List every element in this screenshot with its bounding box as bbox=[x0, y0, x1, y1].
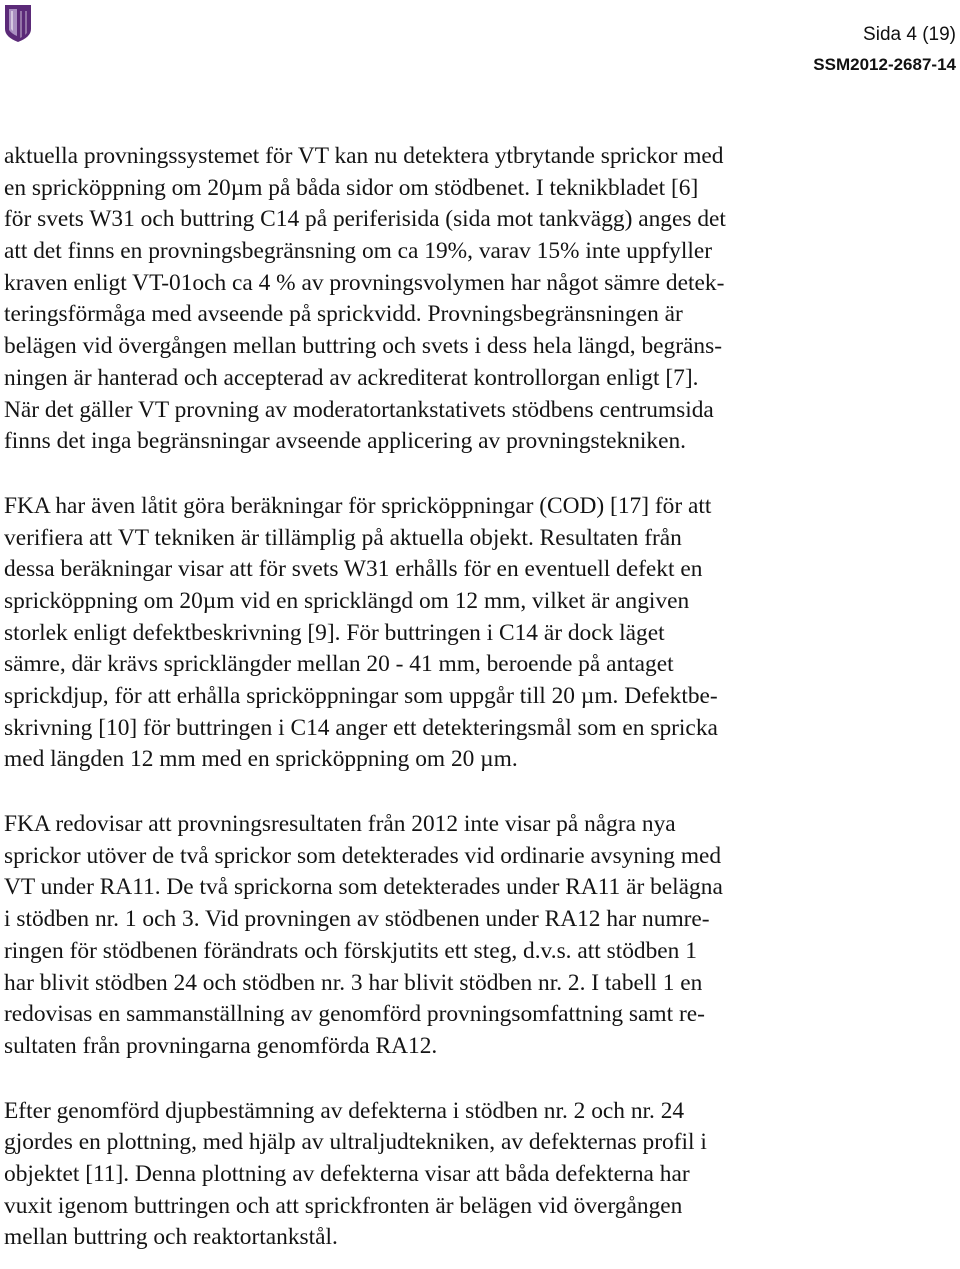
text-line: sämre, där krävs spricklängder mellan 20 - 41 mm, beroende på antaget bbox=[4, 651, 674, 678]
paragraph-3 bbox=[4, 809, 954, 1063]
text-line: i stödben nr. 1 och 3. Vid provningen av stödbenen under RA12 har numre- bbox=[4, 906, 710, 933]
text-line: storlek enligt defektbeskrivning [9]. För buttringen i C14 är dock läget bbox=[4, 619, 665, 646]
page-number: Sida 4 (19) bbox=[863, 24, 956, 45]
organization-logo-icon bbox=[3, 3, 33, 43]
text-line: en spricköppning om 20µm på båda sidor om stödbenet. I teknikbladet [6] bbox=[4, 174, 699, 201]
text-line: finns det inga begränsningar avseende applicering av provningstekniken. bbox=[4, 428, 687, 455]
text-line: redovisas en sammanställning av genomförd provningsomfattning samt re- bbox=[4, 1001, 705, 1028]
text-line: spricköppning om 20µm vid en spricklängd om 12 mm, vilket är angiven bbox=[4, 587, 690, 614]
text-line: gjordes en plottning, med hjälp av ultraljudtekniken, av defekternas profil i bbox=[4, 1129, 707, 1156]
text-line: ningen är hanterad och accepterad av ackrediterat kontrollorgan enligt [7]. bbox=[4, 364, 699, 391]
text-line: mellan buttring och reaktortankstål. bbox=[4, 1224, 338, 1251]
document-id: SSM2012-2687-14 bbox=[813, 55, 956, 74]
page-header bbox=[813, 22, 956, 76]
text-line: skrivning [10] för buttringen i C14 anger ett detekteringsmål som en spricka bbox=[4, 714, 718, 741]
text-line: sultaten från provningarna genomförda RA12. bbox=[4, 1032, 438, 1059]
text-line: med längden 12 mm med en spricköppning om 20 µm. bbox=[4, 746, 518, 773]
text-line: objektet [11]. Denna plottning av defekterna visar att båda defekterna har bbox=[4, 1160, 690, 1187]
paragraph-2 bbox=[4, 491, 954, 776]
text-line: för svets W31 och buttring C14 på periferisida (sida mot tankvägg) anges det bbox=[4, 206, 726, 233]
text-line: verifiera att VT tekniken är tillämplig på aktuella objekt. Resultaten från bbox=[4, 524, 682, 551]
text-line: sprickor utöver de två sprickor som detekterades vid ordinarie avsyning med bbox=[4, 842, 722, 869]
paragraph-4 bbox=[4, 1096, 954, 1254]
text-line: kraven enligt VT-01och ca 4 % av provningsvolymen har något sämre detek- bbox=[4, 269, 725, 296]
document-body bbox=[4, 141, 954, 1254]
paragraph-1 bbox=[4, 141, 954, 458]
text-line: sprickdjup, för att erhålla spricköppningar som uppgår till 20 µm. Defektbe- bbox=[4, 683, 718, 709]
text-line: FKA redovisar att provningsresultaten från 2012 inte visar på några nya bbox=[4, 811, 676, 838]
text-line: ringen för stödbenen förändrats och förskjutits ett steg, d.v.s. att stödben 1 bbox=[4, 937, 697, 964]
text-line: vuxit igenom buttringen och att sprickfronten är belägen vid övergången bbox=[4, 1192, 683, 1219]
text-line: FKA har även låtit göra beräkningar för spricköppningar (COD) [17] för att bbox=[4, 492, 712, 519]
text-line: aktuella provningssystemet för VT kan nu detektera ytbrytande sprickor med bbox=[4, 143, 724, 169]
text-line: belägen vid övergången mellan buttring och svets i dess hela längd, begräns- bbox=[4, 333, 722, 360]
text-line: att det finns en provningsbegränsning om ca 19%, varav 15% inte uppfyller bbox=[4, 238, 713, 265]
text-line: teringsförmåga med avseende på sprickvidd. Provningsbegränsningen är bbox=[4, 301, 683, 328]
text-line: Efter genomförd djupbestämning av defekterna i stödben nr. 2 och nr. 24 bbox=[4, 1097, 685, 1124]
text-line: har blivit stödben 24 och stödben nr. 3 har blivit stödben nr. 2. I tabell 1 en bbox=[4, 969, 703, 996]
text-line: När det gäller VT provning av moderatortankstativets stödbens centrumsida bbox=[4, 396, 714, 423]
text-line: dessa beräkningar visar att för svets W31 erhålls för en eventuell defekt en bbox=[4, 556, 703, 583]
text-line: VT under RA11. De två sprickorna som detekterades under RA11 är belägna bbox=[4, 874, 723, 901]
